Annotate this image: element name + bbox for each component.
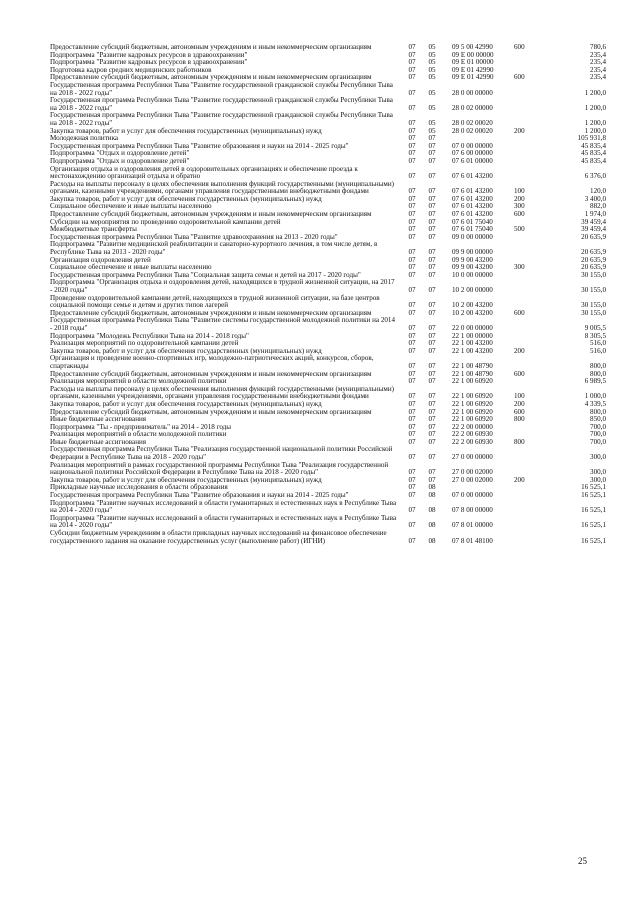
target-article-code: 22 1 00 43200 <box>452 339 493 348</box>
item-name: Иные бюджетные ассигнования <box>50 415 147 424</box>
amount: 850,0 <box>590 415 606 424</box>
section-code: 07 <box>408 399 416 408</box>
section-code: 07 <box>408 65 416 74</box>
section-code: 07 <box>408 255 416 264</box>
subsection-code: 07 <box>428 437 436 446</box>
amount: 300,0 <box>590 453 606 462</box>
target-article-code: 07 6 00 00000 <box>452 149 493 158</box>
section-code: 07 <box>408 346 416 355</box>
amount: 300,0 <box>590 468 606 477</box>
item-name: Реализация мероприятий в рамках государственной программы Республики Тыва "Реализация государственной национальной политики Российской Федерации в Республике Тыва на 2018 - 2020 годы" <box>50 460 389 477</box>
subsection-code: 07 <box>428 232 436 241</box>
subsection-code: 05 <box>428 65 436 74</box>
amount: 882,0 <box>590 202 606 211</box>
section-code: 07 <box>408 118 416 127</box>
expense-type-code: 600 <box>514 73 525 82</box>
amount: 1 200,0 <box>584 103 606 112</box>
subsection-code: 07 <box>428 255 436 264</box>
amount: 3 400,0 <box>584 194 606 203</box>
item-name: Подпрограмма "Развитие кадровых ресурсов в здравоохранении" <box>50 50 248 59</box>
subsection-code: 05 <box>428 50 436 59</box>
target-article-code: 07 6 01 75040 <box>452 225 493 234</box>
item-name: Предоставление субсидий бюджетным, автономным учреждениям и иным некоммерческим организациям <box>50 73 372 82</box>
subsection-code: 07 <box>428 141 436 150</box>
table-row <box>50 462 606 477</box>
section-code: 07 <box>408 202 416 211</box>
expense-type-code: 100 <box>514 392 525 401</box>
section-code: 07 <box>408 331 416 340</box>
section-code: 07 <box>408 339 416 348</box>
item-name: Прикладные научные исследования в области образования <box>50 483 228 492</box>
subsection-code: 07 <box>428 430 436 439</box>
section-code: 07 <box>408 422 416 431</box>
expense-type-code: 300 <box>514 263 525 272</box>
item-name: Государственная программа Республики Тыва "Развитие здравоохранения на 2013 - 2020 годы" <box>50 232 338 241</box>
subsection-code: 07 <box>428 156 436 165</box>
subsection-code: 07 <box>428 399 436 408</box>
subsection-code: 07 <box>428 323 436 332</box>
table-row <box>50 97 606 112</box>
subsection-code: 07 <box>428 194 436 203</box>
table-row <box>50 181 606 196</box>
table-row <box>50 112 606 127</box>
amount: 8 305,5 <box>584 331 606 340</box>
amount: 30 155,0 <box>581 308 606 317</box>
section-code: 07 <box>408 149 416 158</box>
item-name: Закупка товаров, работ и услуг для обеспечения государственных (муниципальных) нужд <box>50 399 322 408</box>
item-name: Подготовка кадров средних медицинских работников <box>50 65 212 74</box>
section-code: 07 <box>408 88 416 97</box>
subsection-code: 05 <box>428 43 436 51</box>
target-article-code: 28 0 02 00020 <box>452 118 493 127</box>
subsection-code: 07 <box>428 263 436 272</box>
expense-type-code: 200 <box>514 346 525 355</box>
section-code: 07 <box>408 187 416 196</box>
target-article-code: 07 8 00 00000 <box>452 506 493 515</box>
section-code: 07 <box>408 73 416 82</box>
expense-type-code: 600 <box>514 369 525 378</box>
subsection-code: 05 <box>428 126 436 135</box>
amount: 20 635,9 <box>581 255 606 264</box>
expense-type-code: 200 <box>514 399 525 408</box>
item-name: Предоставление субсидий бюджетным, автономным учреждениям и иным некоммерческим организациям <box>50 43 372 51</box>
target-article-code: 07 6 01 43200 <box>452 194 493 203</box>
amount: 4 339,5 <box>584 399 606 408</box>
amount: 45 835,4 <box>581 156 606 165</box>
target-article-code: 09 9 00 43200 <box>452 263 493 272</box>
amount: 20 635,9 <box>581 232 606 241</box>
item-name: Подпрограмма "Отдых и оздоровление детей" <box>50 149 190 158</box>
target-article-code: 09 9 00 43200 <box>452 255 493 264</box>
section-code: 07 <box>408 232 416 241</box>
target-article-code: 22 1 00 48790 <box>452 369 493 378</box>
amount: 9 005,5 <box>584 323 606 332</box>
section-code: 07 <box>408 194 416 203</box>
item-name: Подпрограмма "Организация отдыха и оздоровления детей, находящихся в трудной жизненной ситуации, на 2017 - 2020 годы" <box>50 278 395 294</box>
amount: 30 155,0 <box>581 286 606 294</box>
item-name: Организация отдыха и оздоровления детей в оздоровительных организациях и обеспечение проезда к местонахождению организаций отдыха и обратно <box>50 164 358 181</box>
section-code: 07 <box>408 430 416 439</box>
expense-type-code: 100 <box>514 187 525 196</box>
table-row <box>50 317 606 332</box>
subsection-code: 08 <box>428 491 436 500</box>
item-name: Иные бюджетные ассигнования <box>50 437 147 446</box>
amount: 235,4 <box>590 73 606 82</box>
section-code: 07 <box>408 286 416 294</box>
item-name: Предоставление субсидий бюджетным, автономным учреждениям и иным некоммерческим организациям <box>50 210 372 219</box>
section-code: 07 <box>408 58 416 67</box>
item-name: Подпрограмма "Развитие научных исследований в области гуманитарных и естественных наук в Республике Тыва на 2014 - 2020 годы" <box>50 513 397 530</box>
subsection-code: 07 <box>428 346 436 355</box>
target-article-code: 09 0 00 00000 <box>452 232 493 241</box>
target-article-code: 10 0 00 00000 <box>452 270 493 279</box>
target-article-code: 07 8 01 48100 <box>452 536 493 545</box>
amount: 39 459,4 <box>581 225 606 234</box>
target-article-code: 22 0 00 00000 <box>452 323 493 332</box>
target-article-code: 22 1 00 60920 <box>452 377 493 386</box>
amount: 20 635,9 <box>581 263 606 272</box>
target-article-code: 27 0 00 00000 <box>452 453 493 462</box>
section-code: 07 <box>408 248 416 257</box>
table-row <box>50 82 606 97</box>
expense-type-code: 600 <box>514 43 525 51</box>
target-article-code: 22 2 00 60930 <box>452 437 493 446</box>
item-name: Закупка товаров, работ и услуг для обеспечения государственных (муниципальных) нужд <box>50 126 322 135</box>
target-article-code: 22 1 00 43200 <box>452 346 493 355</box>
expense-type-code: 600 <box>514 308 525 317</box>
target-article-code: 09 9 00 00000 <box>452 248 493 257</box>
item-name: Государственная программа Республики Тыва "Реализация государственной национальной политики Российской Федерации в Республике Тыва на 2018 - 2020 годы" <box>50 445 393 462</box>
section-code: 07 <box>408 217 416 226</box>
section-code: 07 <box>408 103 416 112</box>
item-name: Государственная программа Республики Тыва "Развитие государственной гражданской службы Республики Тыва на 2018 - 2022 годы" <box>50 111 393 127</box>
target-article-code: 09 Е 01 00000 <box>452 58 494 67</box>
section-code: 07 <box>408 141 416 150</box>
section-code: 07 <box>408 126 416 135</box>
section-code: 07 <box>408 407 416 416</box>
section-code: 07 <box>408 392 416 401</box>
item-name: Государственная программа Республики Тыва "Развитие образования и науки на 2014 - 2025 годы" <box>50 141 349 150</box>
target-article-code: 07 6 01 00000 <box>452 156 493 165</box>
expense-type-code: 200 <box>514 475 525 484</box>
table-row <box>50 500 606 515</box>
section-code: 07 <box>408 453 416 462</box>
item-name: Подпрограмма "Развитие медицинской реабилитации и санаторно-курортного лечения, в том числе детям, в Республике Тыва на 2013 - 2020 годы" <box>50 240 378 257</box>
amount: 235,4 <box>590 65 606 74</box>
subsection-code: 07 <box>428 468 436 477</box>
subsection-code: 07 <box>428 286 436 294</box>
expense-type-code: 200 <box>514 194 525 203</box>
target-article-code: 22 1 00 60920 <box>452 407 493 416</box>
section-code: 07 <box>408 172 416 181</box>
amount: 700,0 <box>590 430 606 439</box>
subsection-code: 07 <box>428 202 436 211</box>
item-name: Подпрограмма "Молодежь Республики Тыва на 2014 - 2018 годы" <box>50 331 249 340</box>
amount: 45 835,4 <box>581 141 606 150</box>
amount: 16 525,1 <box>581 536 606 545</box>
item-name: Государственная программа Республики Тыва "Развитие государственной гражданской службы Республики Тыва на 2018 - 2022 годы" <box>50 96 393 112</box>
item-name: Межбюджетные трансферты <box>50 225 137 234</box>
target-article-code: 22 1 00 60920 <box>452 415 493 424</box>
section-code: 07 <box>408 43 416 51</box>
item-name: Реализация мероприятий по оздоровительной кампании детей <box>50 339 239 348</box>
item-name: Реализация мероприятий в области молодежной политики <box>50 377 227 386</box>
section-code: 07 <box>408 270 416 279</box>
item-name: Молодежная политика <box>50 134 119 143</box>
amount: 1 000,0 <box>584 392 606 401</box>
amount: 800,0 <box>590 407 606 416</box>
section-code: 07 <box>408 491 416 500</box>
target-article-code: 09 5 00 42990 <box>452 43 493 51</box>
expense-type-code: 600 <box>514 210 525 219</box>
subsection-code: 08 <box>428 536 436 545</box>
target-article-code: 07 6 01 75040 <box>452 217 493 226</box>
subsection-code: 07 <box>428 415 436 424</box>
subsection-code: 07 <box>428 217 436 226</box>
subsection-code: 07 <box>428 210 436 219</box>
amount: 20 635,9 <box>581 248 606 257</box>
target-article-code: 27 0 00 02000 <box>452 468 493 477</box>
target-article-code: 22 2 00 00000 <box>452 422 493 431</box>
target-article-code: 28 0 02 00020 <box>452 126 493 135</box>
section-code: 07 <box>408 225 416 234</box>
subsection-code: 07 <box>428 453 436 462</box>
subsection-code: 07 <box>428 392 436 401</box>
subsection-code: 08 <box>428 506 436 515</box>
section-code: 07 <box>408 415 416 424</box>
amount: 800,0 <box>590 369 606 378</box>
target-article-code: 07 6 01 43200 <box>452 172 493 181</box>
subsection-code: 07 <box>428 422 436 431</box>
section-code: 07 <box>408 50 416 59</box>
subsection-code: 07 <box>428 270 436 279</box>
target-article-code: 09 Е 00 00000 <box>452 50 494 59</box>
amount: 16 525,1 <box>581 491 606 500</box>
section-code: 07 <box>408 483 416 492</box>
subsection-code: 07 <box>428 475 436 484</box>
expense-type-code: 800 <box>514 437 525 446</box>
subsection-code: 07 <box>428 187 436 196</box>
table-row <box>50 515 606 530</box>
section-code: 07 <box>408 156 416 165</box>
section-code: 07 <box>408 210 416 219</box>
subsection-code: 07 <box>428 407 436 416</box>
amount: 516,0 <box>590 346 606 355</box>
amount: 780,6 <box>590 43 606 51</box>
amount: 235,4 <box>590 50 606 59</box>
table-row <box>50 295 606 310</box>
subsection-code: 07 <box>428 361 436 370</box>
amount: 6 376,0 <box>584 172 606 181</box>
item-name: Государственная программа Республики Тыва "Развитие системы государственной молодежной политики на 2014 - 2018 годы" <box>50 316 396 332</box>
target-article-code: 07 0 00 00000 <box>452 141 493 150</box>
section-code: 07 <box>408 323 416 332</box>
subsection-code: 07 <box>428 331 436 340</box>
item-name: Подпрограмма "Развитие кадровых ресурсов в здравоохранении" <box>50 58 248 67</box>
target-article-code: 07 6 01 43200 <box>452 210 493 219</box>
amount: 1 974,0 <box>584 210 606 219</box>
amount: 300,0 <box>590 475 606 484</box>
expense-type-code: 500 <box>514 225 525 234</box>
subsection-code: 07 <box>428 377 436 386</box>
target-article-code: 07 6 01 43200 <box>452 202 493 211</box>
item-name: Подпрограмма "Отдых и оздоровление детей" <box>50 156 190 165</box>
item-name: Реализация мероприятий в области молодежной политики <box>50 430 227 439</box>
section-code: 07 <box>408 521 416 530</box>
target-article-code: 27 0 00 02000 <box>452 475 493 484</box>
subsection-code: 05 <box>428 73 436 82</box>
item-name: Предоставление субсидий бюджетным, автономным учреждениям и иным некоммерческим организациям <box>50 407 372 416</box>
table-row <box>50 386 606 401</box>
section-code: 07 <box>408 134 416 143</box>
target-article-code: 07 0 00 00000 <box>452 491 493 500</box>
amount: 1 200,0 <box>584 88 606 97</box>
item-name: Расходы на выплаты персоналу в целях обеспечения выполнения функций государственными (муниципальными) органами, казенными учреждениями, органами управления государственными внебюджетными фондами <box>50 179 395 196</box>
item-name: Предоставление субсидий бюджетным, автономным учреждениям и иным некоммерческим организациям <box>50 308 372 317</box>
table-row <box>50 446 606 461</box>
target-article-code: 09 Е 01 42990 <box>452 65 494 74</box>
amount: 1 200,0 <box>584 126 606 135</box>
section-code: 07 <box>408 377 416 386</box>
section-code: 07 <box>408 263 416 272</box>
amount: 16 525,1 <box>581 506 606 515</box>
amount: 39 459,4 <box>581 217 606 226</box>
amount: 700,0 <box>590 437 606 446</box>
expense-type-code: 800 <box>514 415 525 424</box>
target-article-code: 22 1 00 60920 <box>452 399 493 408</box>
table-row <box>50 355 606 370</box>
item-name: Государственная программа Республики Тыва "Социальная защита семьи и детей на 2017 - 2020 годы" <box>50 270 361 279</box>
target-article-code: 10 2 00 43200 <box>452 301 493 310</box>
subsection-code: 07 <box>428 134 436 143</box>
subsection-code: 05 <box>428 118 436 127</box>
amount: 16 525,1 <box>581 483 606 492</box>
item-name: Организация оздоровления детей <box>50 255 151 264</box>
amount: 16 525,1 <box>581 521 606 530</box>
item-name: Закупка товаров, работ и услуг для обеспечения государственных (муниципальных) нужд <box>50 346 322 355</box>
item-name: Подпрограмма "Развитие научных исследований в области гуманитарных и естественных наук в Республике Тыва на 2014 - 2020 годы" <box>50 498 397 515</box>
table-row <box>50 530 606 545</box>
expense-type-code: 300 <box>514 202 525 211</box>
section-code: 07 <box>408 369 416 378</box>
target-article-code: 07 6 01 43200 <box>452 187 493 196</box>
item-name: Предоставление субсидий бюджетным, автономным учреждениям и иным некоммерческим организациям <box>50 369 372 378</box>
item-name: Подпрограмма "Ты - предприниматель" на 2014 - 2018 годы <box>50 422 232 431</box>
target-article-code: 10 2 00 43200 <box>452 308 493 317</box>
item-name: Государственная программа Республики Тыва "Развитие образования и науки на 2014 - 2025 годы" <box>50 491 349 500</box>
amount: 800,0 <box>590 361 606 370</box>
section-code: 07 <box>408 437 416 446</box>
target-article-code: 22 1 00 00000 <box>452 331 493 340</box>
subsection-code: 05 <box>428 88 436 97</box>
section-code: 07 <box>408 301 416 310</box>
table-row <box>50 128 606 136</box>
target-article-code: 22 1 00 48790 <box>452 361 493 370</box>
subsection-code: 07 <box>428 248 436 257</box>
subsection-code: 08 <box>428 483 436 492</box>
amount: 6 989,5 <box>584 377 606 386</box>
expense-type-code: 200 <box>514 126 525 135</box>
amount: 516,0 <box>590 339 606 348</box>
budget-table <box>50 44 606 545</box>
subsection-code: 07 <box>428 301 436 310</box>
section-code: 07 <box>408 475 416 484</box>
item-name: Организация и проведение военно-спортивных игр, молодежно-патриотических акций, конкурсов, сборов, спартакиады <box>50 354 374 370</box>
target-article-code: 28 0 02 00000 <box>452 103 493 112</box>
item-name: Социальное обеспечение и иные выплаты населению <box>50 263 212 272</box>
item-name: Проведение оздоровительной кампании детей, находящихся в трудной жизненной ситуации, на базе центров социальной помощи семье и детям и других типов лагерей <box>50 293 380 310</box>
target-article-code: 28 0 00 00000 <box>452 88 493 97</box>
subsection-code: 07 <box>428 308 436 317</box>
subsection-code: 08 <box>428 521 436 530</box>
page-number: 25 <box>578 856 587 866</box>
table-row <box>50 279 606 294</box>
amount: 30 155,0 <box>581 270 606 279</box>
target-article-code: 07 8 01 00000 <box>452 521 493 530</box>
subsection-code: 07 <box>428 225 436 234</box>
amount: 30 155,0 <box>581 301 606 310</box>
target-article-code: 22 1 00 60920 <box>452 392 493 401</box>
expense-type-code: 600 <box>514 407 525 416</box>
amount: 120,0 <box>590 187 606 196</box>
target-article-code: 22 2 00 60930 <box>452 430 493 439</box>
subsection-code: 07 <box>428 149 436 158</box>
amount: 235,4 <box>590 58 606 67</box>
item-name: Субсидии бюджетным учреждениям в области прикладных научных исследований на финансовое обеспечение государственного задания на оказание государственных услуг (выполнение работ) (ИГНИ) <box>50 529 387 545</box>
section-code: 07 <box>408 536 416 545</box>
item-name: Расходы на выплаты персоналу в целях обеспечения выполнения функций государственными (муниципальными) органами, казенными учреждениями, органами управления государственными внебюджетными фондами <box>50 384 395 401</box>
item-name: Субсидии на мероприятия по проведению оздоровительной кампании детей <box>50 217 281 226</box>
section-code: 07 <box>408 506 416 515</box>
subsection-code: 05 <box>428 58 436 67</box>
target-article-code: 10 2 00 00000 <box>452 286 493 294</box>
section-code: 07 <box>408 468 416 477</box>
amount: 1 200,0 <box>584 118 606 127</box>
subsection-code: 07 <box>428 369 436 378</box>
amount: 700,0 <box>590 422 606 431</box>
item-name: Закупка товаров, работ и услуг для обеспечения государственных (муниципальных) нужд <box>50 194 322 203</box>
amount: 105 931,8 <box>577 134 606 143</box>
subsection-code: 05 <box>428 103 436 112</box>
amount: 45 835,4 <box>581 149 606 158</box>
table-row <box>50 166 606 181</box>
item-name: Закупка товаров, работ и услуг для обеспечения государственных (муниципальных) нужд <box>50 475 322 484</box>
item-name: Социальное обеспечение и иные выплаты населению <box>50 202 212 211</box>
table-row <box>50 241 606 256</box>
section-code: 07 <box>408 308 416 317</box>
section-code: 07 <box>408 361 416 370</box>
subsection-code: 07 <box>428 172 436 181</box>
target-article-code: 09 Е 01 42990 <box>452 73 494 82</box>
item-name: Государственная программа Республики Тыва "Развитие государственной гражданской службы Республики Тыва на 2018 - 2022 годы" <box>50 80 393 97</box>
subsection-code: 07 <box>428 339 436 348</box>
